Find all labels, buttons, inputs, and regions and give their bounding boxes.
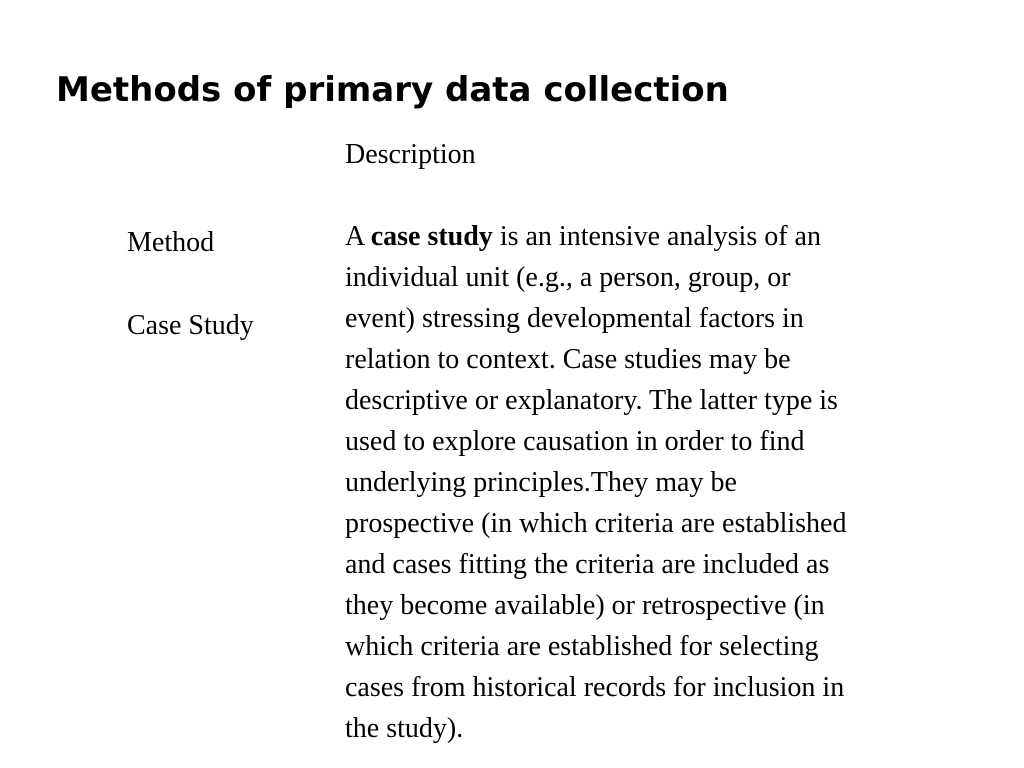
description-line-text: is an intensive analysis of an <box>492 221 821 252</box>
description-line: underlying principles.They may be <box>345 467 737 498</box>
description-column-header: Description <box>345 139 476 170</box>
description-line: and cases fitting the criteria are included as <box>345 549 830 580</box>
description-line: the study). <box>345 713 464 744</box>
description-line: they become available) or retrospective (in <box>345 590 825 621</box>
case-study-term: case study <box>370 221 493 252</box>
description-line <box>345 216 965 257</box>
description-line: used to explore causation in order to find <box>345 426 805 457</box>
case-study-description <box>345 216 965 749</box>
description-line: cases from historical records for inclusion in <box>345 672 845 703</box>
method-column-header: Method <box>127 227 215 258</box>
description-prefix: A <box>345 221 371 252</box>
description-line: prospective (in which criteria are established <box>345 508 847 539</box>
description-line: individual unit (e.g., a person, group, or <box>345 262 791 293</box>
method-name-case-study: Case Study <box>127 310 254 341</box>
description-line: which criteria are established for selecting <box>345 631 819 662</box>
description-line: event) stressing developmental factors in <box>345 303 804 334</box>
slide-title: Methods of primary data collection <box>56 70 729 110</box>
description-line: relation to context. Case studies may be <box>345 344 791 375</box>
description-line: descriptive or explanatory. The latter type is <box>345 385 838 416</box>
